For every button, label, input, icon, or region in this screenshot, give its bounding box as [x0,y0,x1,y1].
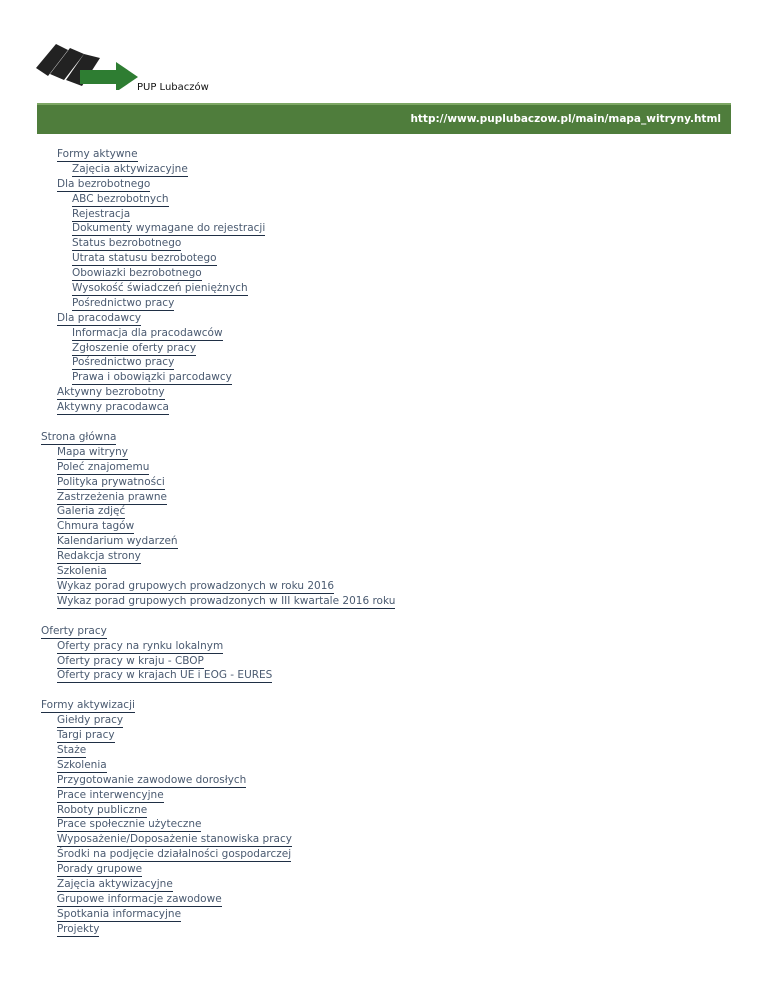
sitemap-link[interactable]: Oferty pracy [41,624,107,637]
sitemap-link[interactable]: Targi pracy [57,729,115,742]
sitemap-item [0,505,768,520]
sitemap-item [0,878,768,893]
sitemap-item [0,908,768,923]
sitemap-link[interactable]: Prace interwencyjne [57,788,164,801]
sitemap-link[interactable]: Zgłoszenie oferty pracy [72,341,197,354]
sitemap-link[interactable]: Aktywny pracodawca [57,401,169,414]
sitemap-link[interactable]: Mapa witryny [57,445,128,458]
sitemap-link[interactable]: Środki na podjęcie działalności gospodarczej [57,848,292,861]
sitemap-link[interactable]: Oferty pracy na rynku lokalnym [57,639,224,652]
sitemap-item [0,744,768,759]
sitemap-item [0,148,768,163]
sitemap-item [0,446,768,461]
sitemap-link[interactable]: Wysokość świadczeń pieniężnych [72,282,248,295]
sitemap-item [0,669,768,684]
sitemap-item [0,863,768,878]
sitemap-group [0,431,768,610]
sitemap-link[interactable]: Oferty pracy w krajach UE i EOG - EURES [57,669,273,682]
sitemap-link[interactable]: Wyposażenie/Doposażenie stanowiska pracy [57,833,292,846]
sitemap-link[interactable]: Zastrzeżenia prawne [57,490,167,503]
sitemap-link[interactable]: Wykaz porad grupowych prowadzonych w III kwartale 2016 roku [57,594,396,607]
sitemap-link[interactable]: Zajęcia aktywizacyjne [72,162,188,175]
sitemap-item [0,491,768,506]
sitemap-link[interactable]: Redakcja strony [57,550,141,563]
sitemap-item [0,386,768,401]
sitemap-link[interactable]: Giełdy pracy [57,714,124,727]
sitemap-list [0,148,768,953]
sitemap-item [0,714,768,729]
sitemap-item [0,401,768,416]
sitemap-link[interactable]: Chmura tagów [57,520,135,533]
sitemap-item [0,655,768,670]
sitemap-item [0,789,768,804]
sitemap-link[interactable]: Status bezrobotnego [72,237,182,250]
sitemap-link[interactable]: Formy aktywne [57,148,138,160]
sitemap-item [0,595,768,610]
sitemap-link[interactable]: Przygotowanie zawodowe dorosłych [57,773,247,786]
sitemap-item [0,729,768,744]
sitemap-item [0,640,768,655]
sitemap-link[interactable]: ABC bezrobotnych [72,192,169,205]
brand-name: PUP Lubaczów [137,82,209,93]
sitemap-item [0,774,768,789]
sitemap-link[interactable]: Utrata statusu bezrobotego [72,252,217,265]
sitemap-link[interactable]: Prace społecznie użyteczne [57,818,202,831]
sitemap-group [0,148,768,416]
sitemap-item [0,312,768,327]
sitemap-item [0,237,768,252]
sitemap-item [0,356,768,371]
sitemap-link[interactable]: Szkolenia [57,565,107,578]
sitemap-item [0,476,768,491]
sitemap-link[interactable]: Staże [57,743,87,756]
sitemap-group [0,625,768,685]
sitemap-link[interactable]: Prawa i obowiązki parcodawcy [72,371,232,384]
sitemap-link[interactable]: Formy aktywizacji [41,699,135,712]
sitemap-item [0,163,768,178]
sitemap-item [0,625,768,640]
sitemap-group [0,699,768,937]
sitemap-item [0,193,768,208]
sitemap-item [0,252,768,267]
sitemap-link[interactable]: Oferty pracy w kraju - CBOP [57,654,204,667]
sitemap-item [0,520,768,535]
sitemap-item [0,342,768,357]
sitemap-link[interactable]: Szkolenia [57,758,107,771]
sitemap-item [0,297,768,312]
sitemap-link[interactable]: Projekty [57,922,100,935]
sitemap-item [0,893,768,908]
header-banner [37,103,731,134]
sitemap-item [0,818,768,833]
page-url: http://www.puplubaczow.pl/main/mapa_witryny.html [410,113,721,125]
sitemap-link[interactable]: Pośrednictwo pracy [72,356,175,369]
sitemap-link[interactable]: Strona główna [41,431,117,444]
logo-cards-arrow-icon [34,40,144,90]
sitemap-link[interactable]: Spotkania informacyjne [57,907,182,920]
sitemap-item [0,580,768,595]
sitemap-link[interactable]: Poleć znajomemu [57,460,150,473]
sitemap-link[interactable]: Pośrednictwo pracy [72,296,175,309]
sitemap-item [0,848,768,863]
sitemap-item [0,282,768,297]
sitemap-link[interactable]: Dla bezrobotnego [57,177,151,190]
sitemap-item [0,565,768,580]
sitemap-link[interactable]: Dla pracodawcy [57,311,142,324]
sitemap-item [0,371,768,386]
sitemap-item [0,431,768,446]
sitemap-link[interactable]: Grupowe informacje zawodowe [57,892,222,905]
sitemap-link[interactable]: Roboty publiczne [57,803,148,816]
sitemap-link[interactable]: Kalendarium wydarzeń [57,535,178,548]
sitemap-item [0,833,768,848]
sitemap-item [0,699,768,714]
sitemap-item [0,267,768,282]
sitemap-link[interactable]: Zajęcia aktywizacyjne [57,877,173,890]
sitemap-item [0,178,768,193]
sitemap-item [0,550,768,565]
sitemap-link[interactable]: Rejestracja [72,207,131,220]
sitemap-link[interactable]: Aktywny bezrobotny [57,386,165,399]
sitemap-link[interactable]: Obowiazki bezrobotnego [72,267,202,280]
sitemap-item [0,327,768,342]
sitemap-link[interactable]: Polityka prywatności [57,475,165,488]
sitemap-item [0,535,768,550]
sitemap-link[interactable]: Galeria zdjęć [57,505,126,518]
sitemap-link[interactable]: Wykaz porad grupowych prowadzonych w roku 2016 [57,579,335,592]
sitemap-item [0,222,768,237]
sitemap-item [0,461,768,476]
sitemap-link[interactable]: Dokumenty wymagane do rejestracji [72,222,266,235]
sitemap-item [0,208,768,223]
sitemap-link[interactable]: Porady grupowe [57,863,143,876]
sitemap-item [0,804,768,819]
sitemap-item [0,923,768,938]
sitemap-link[interactable]: Informacja dla pracodawców [72,326,223,339]
sitemap-item [0,759,768,774]
